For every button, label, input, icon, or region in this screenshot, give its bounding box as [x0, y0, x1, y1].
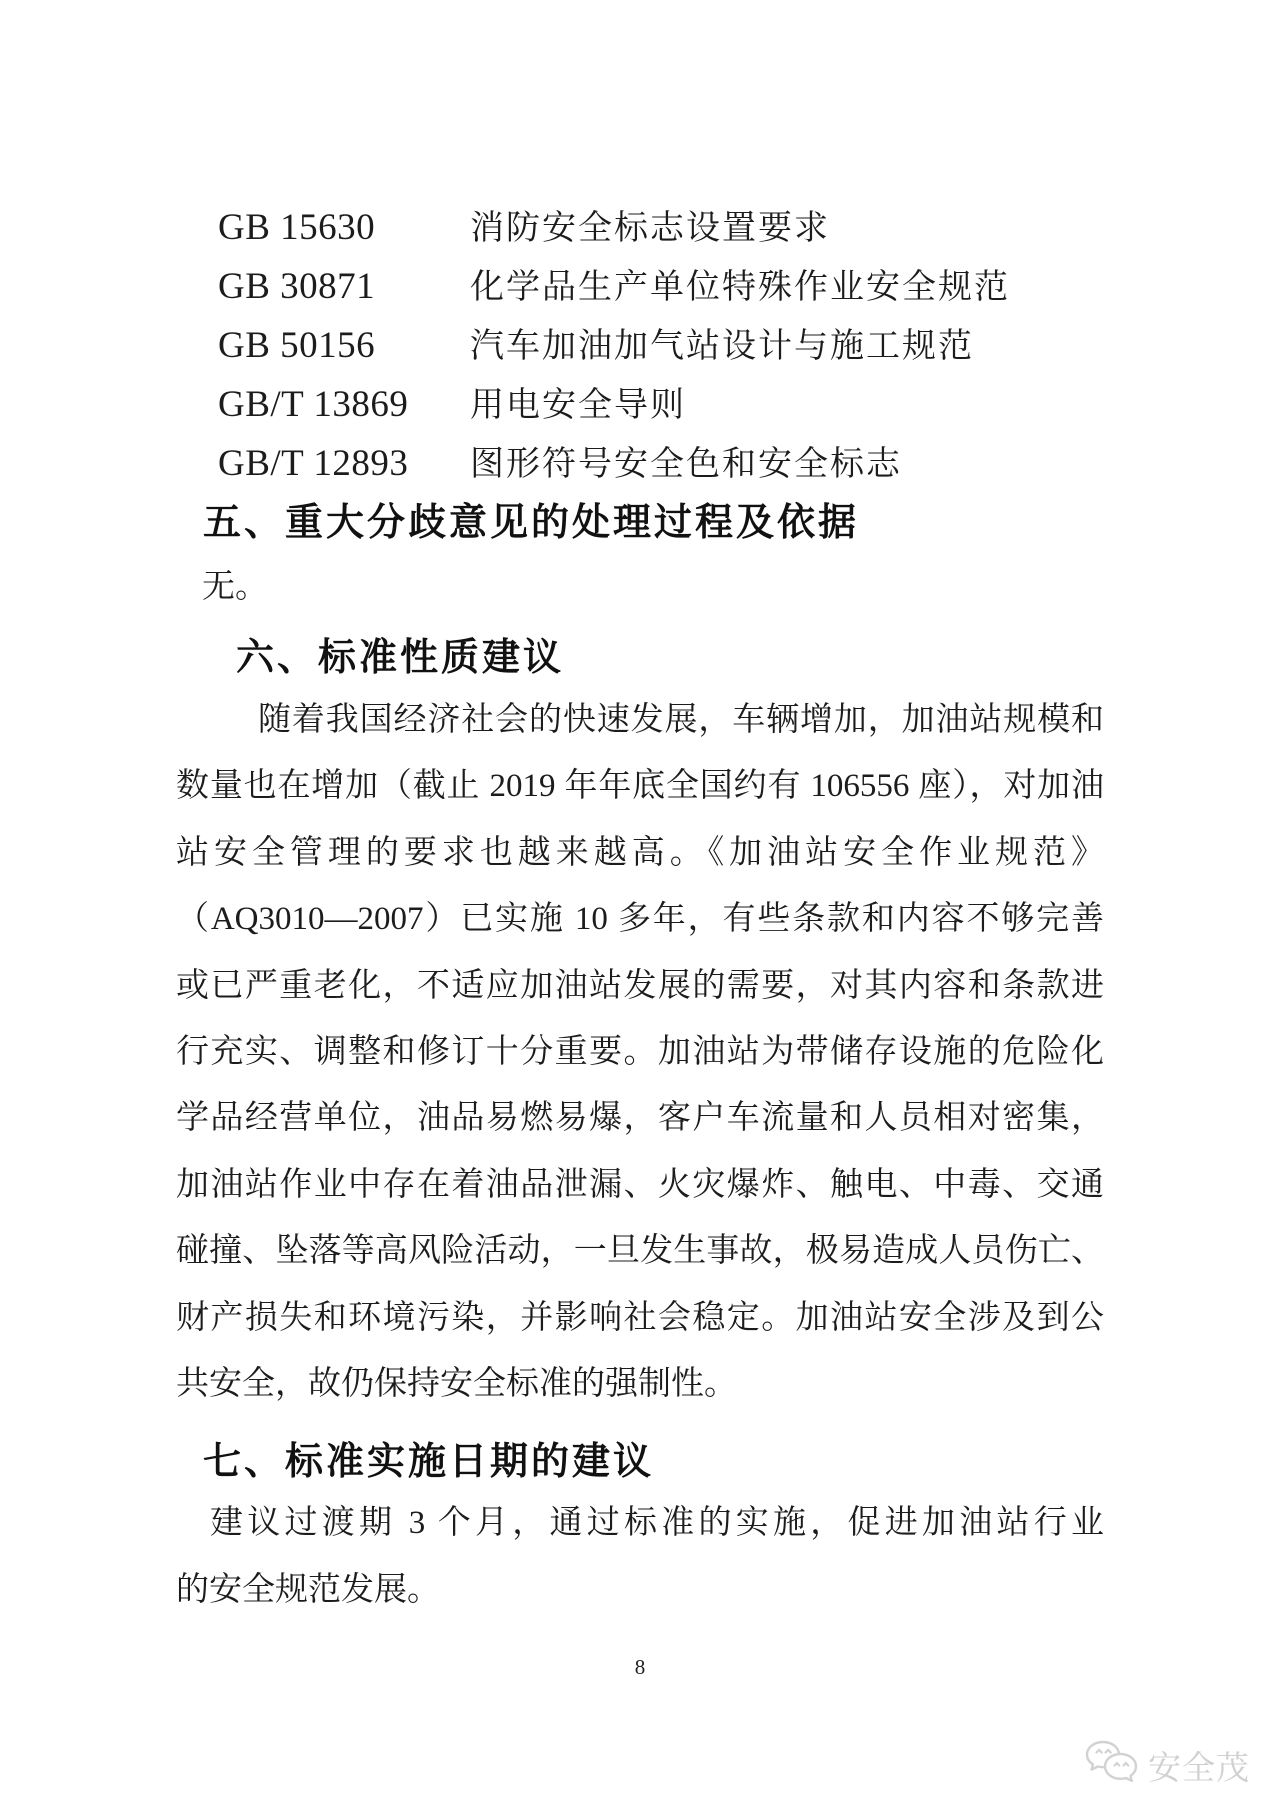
paragraph-line: 建议过渡期 3 个月，通过标准的实施，促进加油站行业 — [210, 1505, 1104, 1541]
paragraph-line: 随着我国经济社会的快速发展，车辆增加，加油站规模和 — [258, 702, 1104, 738]
section-heading-5: 五、重大分歧意见的处理过程及依据 — [203, 502, 860, 544]
paragraph-line: （AQ3010—2007）已实施 10 多年，有些条款和内容不够完善 — [176, 901, 1104, 938]
reference-title: 汽车加油加气站设计与施工规范 — [470, 328, 974, 365]
reference-code: GB/T 13869 — [218, 384, 409, 425]
reference-title: 化学品生产单位特殊作业安全规范 — [470, 269, 1010, 306]
section-6-paragraph — [176, 687, 1104, 1417]
reference-row — [218, 377, 686, 423]
section-heading-6: 六、标准性质建议 — [236, 637, 565, 679]
chat-bubbles-icon — [1082, 1740, 1140, 1790]
paragraph-line: 的安全规范发展。 — [176, 1572, 440, 1608]
paragraph-line: 共安全，故仍保持安全标准的强制性。 — [176, 1366, 737, 1403]
paragraph-line: 学品经营单位，油品易燃易爆，客户车流量和人员相对密集， — [176, 1100, 1104, 1137]
reference-title: 用电安全导则 — [470, 387, 686, 424]
paragraph-line: 数量也在增加（截止 2019 年年底全国约有 106556 座），对加油 — [176, 768, 1105, 805]
paragraph-line: 碰撞、坠落等高风险活动，一旦发生事故，极易造成人员伤亡、 — [176, 1233, 1104, 1270]
reference-code: GB 50156 — [218, 325, 376, 366]
reference-code: GB 15630 — [218, 207, 376, 248]
page-number: 8 — [634, 1655, 646, 1679]
reference-title: 图形符号安全色和安全标志 — [470, 446, 902, 483]
watermark — [1082, 1740, 1250, 1790]
paragraph-line: 或已严重老化，不适应加油站发展的需要，对其内容和条款进 — [176, 967, 1104, 1004]
section-5-body: 无。 — [202, 569, 268, 605]
paragraph-line: 财产损失和环境污染，并影响社会稳定。加油站安全涉及到公 — [176, 1299, 1104, 1336]
reference-code: GB 30871 — [218, 266, 376, 307]
reference-row — [218, 259, 1010, 305]
reference-code: GB/T 12893 — [218, 443, 409, 484]
section-heading-7: 七、标准实施日期的建议 — [203, 1441, 655, 1483]
reference-row — [218, 318, 974, 364]
watermark-label: 安全茂 — [1148, 1748, 1250, 1786]
paragraph-line: 站安全管理的要求也越来越高。《加油站安全作业规范》 — [176, 834, 1104, 871]
paragraph-line: 行充实、调整和修订十分重要。加油站为带储存设施的危险化 — [176, 1034, 1104, 1071]
paragraph-line: 加油站作业中存在着油品泄漏、火灾爆炸、触电、中毒、交通 — [176, 1166, 1104, 1203]
reference-title: 消防安全标志设置要求 — [470, 210, 830, 247]
reference-row — [218, 200, 830, 246]
reference-row — [218, 436, 902, 482]
section-7-paragraph — [176, 1490, 1104, 1624]
